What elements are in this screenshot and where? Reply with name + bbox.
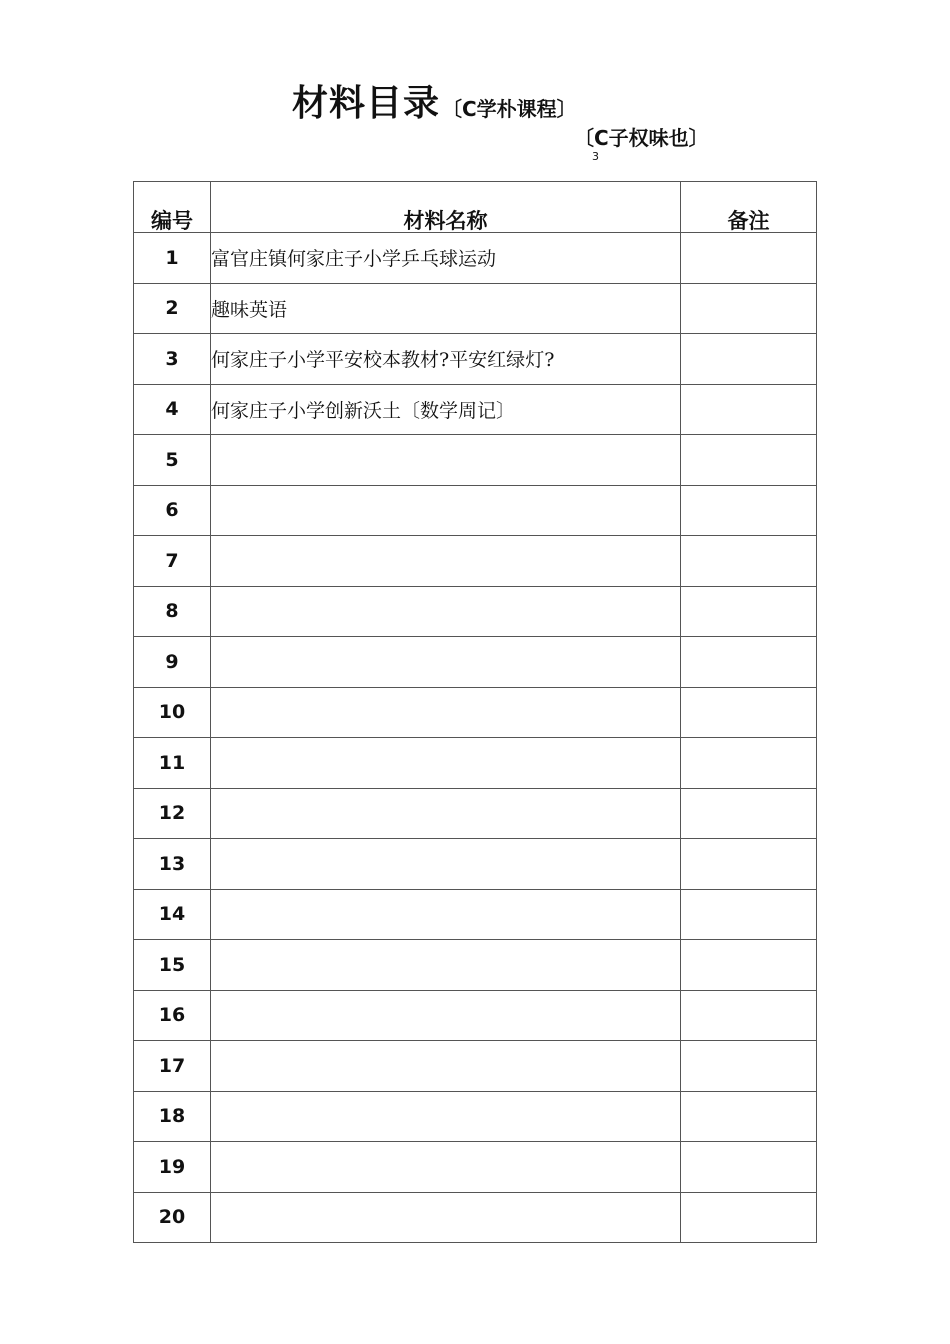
note-cell xyxy=(681,990,817,1041)
material-name-cell: 何家庄子小学平安校本教材?平安红绿灯? xyxy=(211,334,681,385)
table-row xyxy=(134,940,817,991)
material-name-cell xyxy=(211,738,681,789)
row-number-cell: 4 xyxy=(134,384,211,435)
table-row xyxy=(134,1142,817,1193)
table-row xyxy=(134,839,817,890)
row-number-cell: 19 xyxy=(134,1142,211,1193)
table-row xyxy=(134,334,817,385)
material-name-cell xyxy=(211,940,681,991)
row-number-cell: 13 xyxy=(134,839,211,890)
note-cell xyxy=(681,637,817,688)
column-header-name: 材料名称 xyxy=(211,182,681,233)
material-name-cell xyxy=(211,435,681,486)
table-row xyxy=(134,233,817,284)
column-header-note: 备注 xyxy=(681,182,817,233)
note-cell xyxy=(681,889,817,940)
note-cell xyxy=(681,788,817,839)
row-number-cell: 11 xyxy=(134,738,211,789)
material-name-cell xyxy=(211,1142,681,1193)
material-name-cell: 何家庄子小学创新沃土〔数学周记〕 xyxy=(211,384,681,435)
note-cell xyxy=(681,1142,817,1193)
note-cell xyxy=(681,233,817,284)
material-name-cell xyxy=(211,839,681,890)
column-header-number: 编号 xyxy=(134,182,211,233)
table-row xyxy=(134,384,817,435)
table-row xyxy=(134,536,817,587)
note-cell xyxy=(681,283,817,334)
material-name-cell xyxy=(211,536,681,587)
material-name-cell: 富官庄镇何家庄子小学乒乓球运动 xyxy=(211,233,681,284)
note-cell xyxy=(681,687,817,738)
row-number-cell: 15 xyxy=(134,940,211,991)
note-cell xyxy=(681,384,817,435)
row-number-cell: 1 xyxy=(134,233,211,284)
material-name-cell xyxy=(211,1041,681,1092)
note-cell xyxy=(681,435,817,486)
note-cell xyxy=(681,1041,817,1092)
table-row xyxy=(134,990,817,1041)
row-number-cell: 5 xyxy=(134,435,211,486)
table-row xyxy=(134,1091,817,1142)
material-name-cell xyxy=(211,586,681,637)
page-number: 3 xyxy=(592,150,599,163)
row-number-cell: 8 xyxy=(134,586,211,637)
note-cell xyxy=(681,586,817,637)
row-number-cell: 18 xyxy=(134,1091,211,1142)
material-name-cell xyxy=(211,485,681,536)
note-cell xyxy=(681,839,817,890)
table-row xyxy=(134,435,817,486)
note-cell xyxy=(681,738,817,789)
table-row xyxy=(134,637,817,688)
table-row xyxy=(134,586,817,637)
row-number-cell: 16 xyxy=(134,990,211,1041)
note-cell xyxy=(681,1091,817,1142)
row-number-cell: 12 xyxy=(134,788,211,839)
table-row xyxy=(134,738,817,789)
note-cell xyxy=(681,334,817,385)
material-name-cell xyxy=(211,1192,681,1243)
note-cell xyxy=(681,485,817,536)
row-number-cell: 17 xyxy=(134,1041,211,1092)
page-subtitle: 〔C学朴课程〕 xyxy=(442,97,577,121)
table-row xyxy=(134,889,817,940)
table-row xyxy=(134,1041,817,1092)
row-number-cell: 14 xyxy=(134,889,211,940)
material-name-cell xyxy=(211,637,681,688)
page-title: 材料目录 xyxy=(292,83,441,124)
note-cell xyxy=(681,940,817,991)
row-number-cell: 3 xyxy=(134,334,211,385)
page-subtitle-secondary: 〔C子权味也〕 xyxy=(574,126,709,150)
row-number-cell: 2 xyxy=(134,283,211,334)
table-row xyxy=(134,788,817,839)
material-name-cell xyxy=(211,687,681,738)
material-name-cell xyxy=(211,1091,681,1142)
material-name-cell: 趣味英语 xyxy=(211,283,681,334)
row-number-cell: 7 xyxy=(134,536,211,587)
materials-table xyxy=(133,181,817,1243)
material-name-cell xyxy=(211,788,681,839)
table-header-row xyxy=(134,182,817,233)
table-row xyxy=(134,485,817,536)
row-number-cell: 10 xyxy=(134,687,211,738)
note-cell xyxy=(681,1192,817,1243)
table-body xyxy=(134,233,817,1243)
material-name-cell xyxy=(211,990,681,1041)
note-cell xyxy=(681,536,817,587)
material-name-cell xyxy=(211,889,681,940)
row-number-cell: 20 xyxy=(134,1192,211,1243)
row-number-cell: 9 xyxy=(134,637,211,688)
row-number-cell: 6 xyxy=(134,485,211,536)
table-row xyxy=(134,283,817,334)
table-row xyxy=(134,687,817,738)
table-row xyxy=(134,1192,817,1243)
